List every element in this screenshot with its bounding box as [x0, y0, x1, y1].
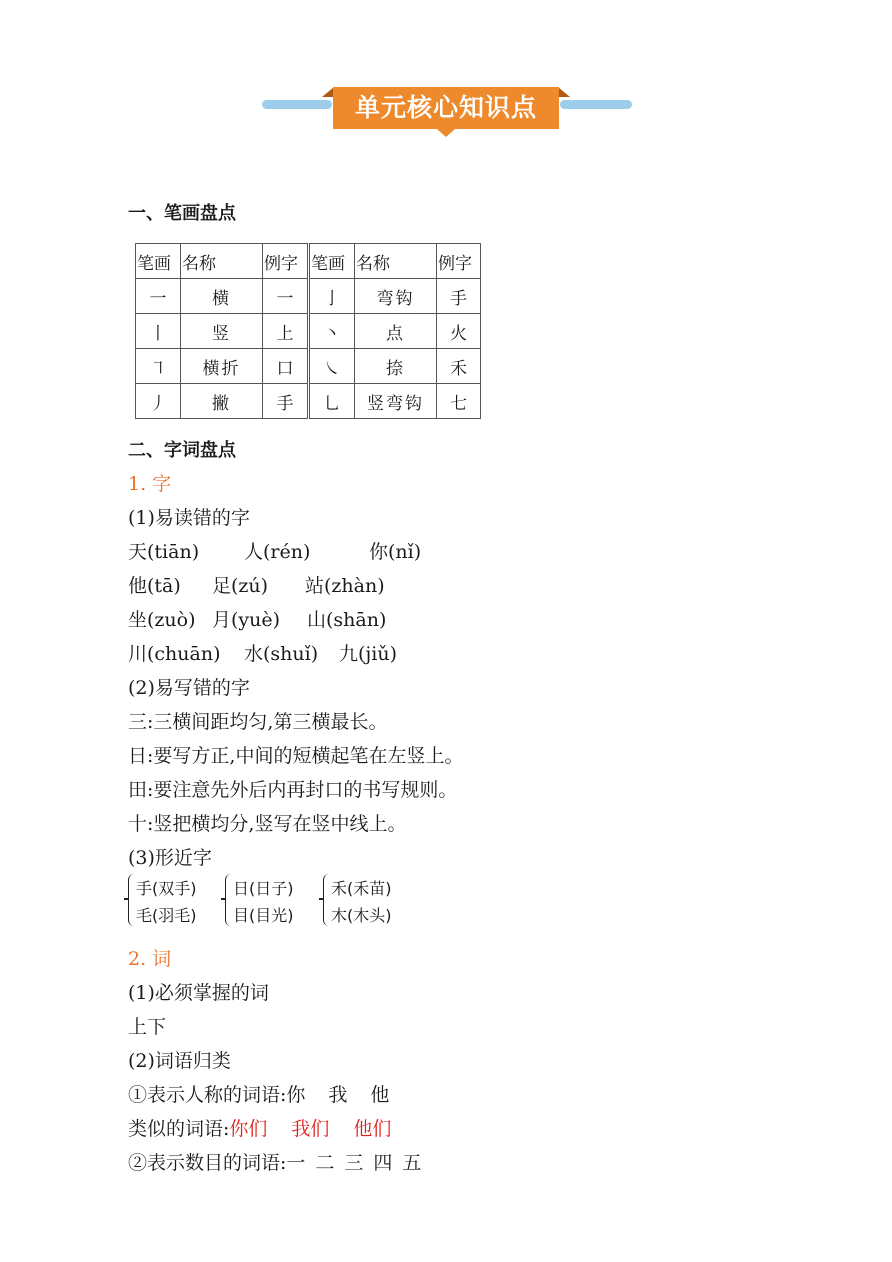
- table-header-cell: 名称: [181, 244, 263, 279]
- subsection-similar: (3)形近字: [128, 847, 212, 869]
- pinyin-item: 水(shuǐ): [244, 643, 319, 665]
- category-label: ①表示人称的词语:: [128, 1084, 287, 1106]
- highlight-word: 我们: [291, 1118, 330, 1140]
- subsection-misread: (1)易读错的字: [128, 507, 250, 529]
- must-master-word: 上下: [128, 1016, 167, 1038]
- pinyin-item: 天(tiān): [128, 541, 200, 563]
- misread-row: [128, 537, 421, 564]
- table-row: [136, 349, 481, 384]
- similar-words: [128, 1114, 391, 1141]
- brace-icon: [323, 874, 329, 926]
- table-row: [136, 314, 481, 349]
- table-header-cell: 名称: [355, 244, 437, 279]
- pinyin-item: 山(shān): [307, 609, 387, 631]
- stroke-glyph: ㇏: [309, 349, 355, 384]
- banner-line-left: [262, 100, 332, 109]
- highlight-word: 他们: [353, 1118, 392, 1140]
- stroke-name: 横: [181, 279, 263, 314]
- similar-char-item: 手(双手): [136, 879, 197, 898]
- stroke-glyph: 丿: [136, 384, 181, 419]
- example-char: 一: [263, 279, 309, 314]
- stroke-glyph: 丨: [136, 314, 181, 349]
- example-char: 禾: [437, 349, 481, 384]
- example-char: 火: [437, 314, 481, 349]
- stroke-glyph: 丶: [309, 314, 355, 349]
- category-word: 他: [370, 1084, 390, 1106]
- pinyin-item: 坐(zuò): [128, 609, 196, 631]
- stroke-glyph: ㇕: [136, 349, 181, 384]
- table-header-cell: 笔画: [309, 244, 355, 279]
- category-word: 你: [286, 1084, 306, 1106]
- pinyin-item: 九(jiǔ): [339, 643, 398, 665]
- stroke-table: [135, 243, 481, 419]
- subsection-miswrite: (2)易写错的字: [128, 677, 250, 699]
- example-char: 手: [263, 384, 309, 419]
- category-word: 一: [286, 1152, 306, 1174]
- example-char: 手: [437, 279, 481, 314]
- category-word: 二: [315, 1152, 335, 1174]
- subheading-words: 2. 词: [128, 948, 172, 970]
- banner-tip: [437, 129, 455, 137]
- misread-row: [128, 605, 386, 632]
- brace-icon: [128, 874, 134, 926]
- category-number-words: [128, 1148, 421, 1175]
- similar-char-item: 禾(禾苗): [331, 879, 392, 898]
- similar-char-item: 日(日子): [233, 879, 294, 898]
- misread-row: [128, 639, 397, 666]
- stroke-name: 横折: [181, 349, 263, 384]
- banner-fold-right: [558, 87, 570, 97]
- highlight-word: 你们: [229, 1118, 268, 1140]
- misread-row: [128, 571, 385, 598]
- subsection-categories: (2)词语归类: [128, 1050, 231, 1072]
- pinyin-item: 月(yuè): [212, 609, 281, 631]
- similar-char-item: 目(目光): [233, 906, 294, 925]
- writing-note: 三:三横间距均匀,第三横最长。: [128, 711, 388, 733]
- subsection-must-master: (1)必须掌握的词: [128, 982, 269, 1004]
- table-header-cell: 例字: [437, 244, 481, 279]
- brace-icon: [225, 874, 231, 926]
- similar-words-label: 类似的词语:: [128, 1118, 230, 1140]
- writing-note: 十:竖把横均分,竖写在竖中线上。: [128, 813, 407, 835]
- table-header-row: [136, 244, 481, 279]
- category-word: 我: [328, 1084, 348, 1106]
- stroke-name: 弯钩: [355, 279, 437, 314]
- stroke-glyph: 一: [136, 279, 181, 314]
- pinyin-item: 川(chuān): [128, 643, 221, 665]
- stroke-name: 竖: [181, 314, 263, 349]
- pinyin-item: 足(zú): [212, 575, 269, 597]
- category-word: 四: [373, 1152, 393, 1174]
- similar-char-item: 毛(羽毛): [136, 906, 197, 925]
- table-row: [136, 279, 481, 314]
- stroke-glyph: 乚: [309, 384, 355, 419]
- stroke-name: 竖弯钩: [355, 384, 437, 419]
- writing-note: 田:要注意先外后内再封口的书写规则。: [128, 779, 458, 801]
- stroke-name: 点: [355, 314, 437, 349]
- example-char: 七: [437, 384, 481, 419]
- example-char: 上: [263, 314, 309, 349]
- table-header-cell: 笔画: [136, 244, 181, 279]
- pinyin-item: 你(nǐ): [369, 541, 422, 563]
- table-header-cell: 例字: [263, 244, 309, 279]
- category-label: ②表示数目的词语:: [128, 1152, 287, 1174]
- category-person-words: [128, 1080, 389, 1107]
- example-char: 口: [263, 349, 309, 384]
- pinyin-item: 站(zhàn): [305, 575, 385, 597]
- subheading-characters: 1. 字: [128, 473, 172, 495]
- category-word: 三: [344, 1152, 364, 1174]
- stroke-glyph: 亅: [309, 279, 355, 314]
- stroke-name: 撇: [181, 384, 263, 419]
- page-title: 单元核心知识点: [333, 87, 559, 129]
- writing-note: 日:要写方正,中间的短横起笔在左竖上。: [128, 745, 464, 767]
- table-row: [136, 384, 481, 419]
- pinyin-item: 他(tā): [128, 575, 181, 597]
- stroke-name: 捺: [355, 349, 437, 384]
- section-title-strokes: 一、笔画盘点: [128, 203, 236, 224]
- category-word: 五: [402, 1152, 422, 1174]
- similar-char-item: 木(木头): [331, 906, 392, 925]
- banner-line-right: [560, 100, 632, 109]
- section-title-words: 二、字词盘点: [128, 440, 236, 461]
- pinyin-item: 人(rén): [244, 541, 311, 563]
